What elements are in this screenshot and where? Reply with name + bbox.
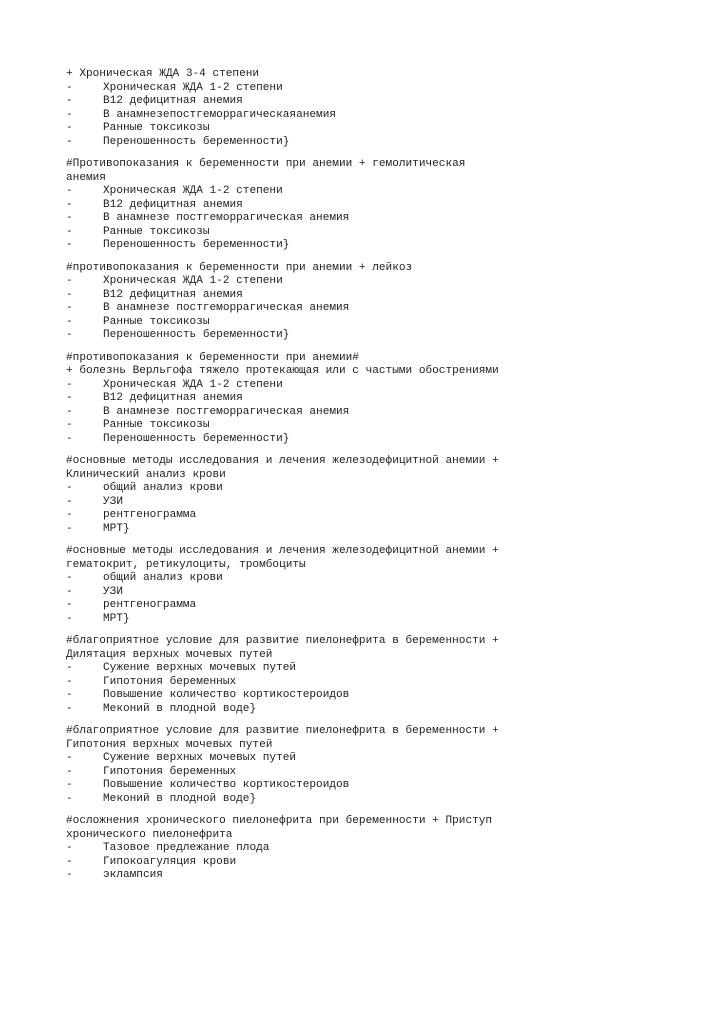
question-block	[66, 455, 706, 536]
question-line: #противопоказания к беременности при анемии#	[66, 351, 359, 364]
option-text: Сужение верхных мочевых путей	[103, 752, 297, 764]
option-marker: -	[66, 869, 73, 881]
option-text: В анамнезепостгеморрагическаяанемия	[103, 108, 337, 121]
option-marker: -	[66, 185, 73, 197]
option-text: B12 дефицитная анемия	[103, 288, 243, 301]
question-line: #благоприятное условие для развитие пиелонефрита в беременности +	[66, 725, 499, 737]
option-marker: -	[66, 315, 73, 328]
answer-option	[66, 662, 706, 676]
question-block	[66, 545, 706, 626]
answer-option	[66, 302, 706, 316]
option-marker: -	[66, 522, 73, 535]
question-line: #благоприятное условие для развитие пиелонефрита в беременности +	[66, 635, 499, 647]
option-text: Хроническая ЖДА 1-2 степени	[103, 275, 283, 287]
option-marker: -	[66, 378, 73, 391]
answer-option	[66, 586, 706, 600]
question-block	[66, 158, 706, 253]
question-line: #осложнения хронического пиелонефрита при беременности + Приступ	[66, 815, 493, 827]
option-marker: -	[66, 225, 73, 238]
answer-option	[66, 212, 706, 226]
answer-option	[66, 842, 706, 856]
option-text: Хроническая ЖДА 1-2 степени	[103, 378, 283, 391]
answer-option	[66, 316, 706, 330]
question-line: Дилятация верхных мочевых путей	[66, 648, 273, 661]
answer-option	[66, 869, 706, 883]
question-block	[66, 635, 706, 716]
option-marker: -	[66, 198, 73, 211]
option-marker: -	[66, 392, 73, 404]
option-text: Хроническая ЖДА 1-2 степени	[103, 185, 283, 197]
option-marker: -	[66, 329, 73, 341]
answer-option	[66, 856, 706, 870]
answer-option	[66, 572, 706, 586]
answer-option	[66, 329, 706, 343]
option-text: рентгенограмма	[103, 509, 197, 521]
answer-option	[66, 136, 706, 150]
option-marker: -	[66, 122, 73, 134]
option-text: Меконий в плодной воде}	[103, 792, 257, 805]
option-text: рентгенограмма	[103, 599, 197, 611]
option-text: УЗИ	[103, 585, 123, 598]
option-marker: -	[66, 702, 73, 715]
option-text: Хроническая ЖДА 1-2 степени	[103, 81, 283, 94]
answer-option	[66, 599, 706, 613]
answer-option	[66, 752, 706, 766]
option-text: МРТ}	[103, 612, 130, 625]
option-marker: -	[66, 765, 73, 778]
option-text: Переношенность беременности}	[103, 135, 290, 148]
option-marker: -	[66, 662, 73, 674]
option-marker: -	[66, 842, 73, 854]
answer-option	[66, 82, 706, 96]
answer-option	[66, 509, 706, 523]
answer-option	[66, 676, 706, 690]
option-marker: -	[66, 275, 73, 287]
option-marker: -	[66, 95, 73, 107]
question-line: хронического пиелонефрита	[66, 828, 233, 841]
option-text: Тазовое предлежание плода	[103, 842, 270, 854]
option-marker: -	[66, 212, 73, 224]
option-text: B12 дефицитная анемия	[103, 392, 243, 404]
option-text: Ранные токсикозы	[103, 315, 210, 328]
option-marker: -	[66, 585, 73, 598]
option-marker: -	[66, 675, 73, 688]
question-line: Клинический анализ крови	[66, 468, 226, 481]
option-text: Повышение количество кортикостероидов	[103, 689, 350, 701]
question-block	[66, 815, 706, 883]
answer-option	[66, 703, 706, 717]
question-block	[66, 262, 706, 343]
option-text: Переношенность беременности}	[103, 432, 290, 445]
question-line: анемия	[66, 171, 106, 184]
answer-option	[66, 523, 706, 537]
question-line: #основные методы исследования и лечения железодефицитной анемии +	[66, 455, 499, 467]
option-text: УЗИ	[103, 495, 123, 508]
option-text: Переношенность беременности}	[103, 239, 290, 251]
option-text: Повышение количество кортикостероидов	[103, 779, 350, 791]
answer-option	[66, 379, 706, 393]
option-marker: -	[66, 689, 73, 701]
option-marker: -	[66, 779, 73, 791]
correct-answer-line: + Хроническая ЖДА 3-4 степени	[66, 68, 260, 80]
option-marker: -	[66, 792, 73, 805]
option-text: Ранные токсикозы	[103, 419, 210, 431]
option-marker: -	[66, 108, 73, 121]
option-text: Гипотония беременных	[103, 765, 237, 778]
option-marker: -	[66, 482, 73, 494]
question-line: #противопоказания к беременности при анемии + лейкоз	[66, 261, 413, 274]
option-marker: -	[66, 135, 73, 148]
option-marker: -	[66, 302, 73, 314]
question-block	[66, 725, 706, 806]
option-marker: -	[66, 509, 73, 521]
question-block	[66, 68, 706, 149]
option-marker: -	[66, 495, 73, 508]
option-marker: -	[66, 239, 73, 251]
answer-option	[66, 239, 706, 253]
option-text: эклампсия	[103, 869, 163, 881]
answer-option	[66, 496, 706, 510]
option-text: B12 дефицитная анемия	[103, 198, 243, 211]
option-text: Гипокоагуляция крови	[103, 855, 237, 868]
option-text: B12 дефицитная анемия	[103, 95, 243, 107]
answer-option	[66, 406, 706, 420]
option-text: общий анализ крови	[103, 482, 223, 494]
answer-option	[66, 482, 706, 496]
answer-option	[66, 433, 706, 447]
question-line: #основные методы исследования и лечения железодефицитной анемии +	[66, 545, 499, 557]
answer-option	[66, 185, 706, 199]
option-marker: -	[66, 405, 73, 418]
document-page	[66, 68, 706, 892]
question-line: #Противопоказания к беременности при анемии + гемолитическая	[66, 158, 466, 170]
question-line: + болезнь Верльгофа тяжело протекающая или с частыми обострениями	[66, 365, 499, 377]
answer-option	[66, 766, 706, 780]
option-marker: -	[66, 432, 73, 445]
answer-option	[66, 779, 706, 793]
question-line: Гипотония верхных мочевых путей	[66, 738, 273, 751]
answer-option	[66, 122, 706, 136]
option-marker: -	[66, 612, 73, 625]
option-text: Меконий в плодной воде}	[103, 702, 257, 715]
answer-option	[66, 392, 706, 406]
option-text: В анамнезе постгеморрагическая анемия	[103, 302, 350, 314]
option-marker: -	[66, 752, 73, 764]
option-text: МРТ}	[103, 522, 130, 535]
option-text: Ранные токсикозы	[103, 122, 210, 134]
question-block	[66, 352, 706, 447]
answer-option	[66, 689, 706, 703]
question-line: гематокрит, ретикулоциты, тромбоциты	[66, 558, 306, 571]
option-marker: -	[66, 81, 73, 94]
answer-option	[66, 275, 706, 289]
option-text: общий анализ крови	[103, 572, 223, 584]
answer-option	[66, 109, 706, 123]
option-text: Переношенность беременности}	[103, 329, 290, 341]
option-marker: -	[66, 288, 73, 301]
answer-option	[66, 226, 706, 240]
option-text: В анамнезе постгеморрагическая анемия	[103, 212, 350, 224]
answer-option	[66, 419, 706, 433]
option-marker: -	[66, 599, 73, 611]
answer-option	[66, 289, 706, 303]
option-text: Ранные токсикозы	[103, 225, 210, 238]
option-text: Гипотония беременных	[103, 675, 237, 688]
answer-option	[66, 793, 706, 807]
option-text: Сужение верхных мочевых путей	[103, 662, 297, 674]
answer-option	[66, 95, 706, 109]
option-text: В анамнезе постгеморрагическая анемия	[103, 405, 350, 418]
answer-option	[66, 613, 706, 627]
answer-option	[66, 199, 706, 213]
option-marker: -	[66, 572, 73, 584]
option-marker: -	[66, 855, 73, 868]
option-marker: -	[66, 419, 73, 431]
